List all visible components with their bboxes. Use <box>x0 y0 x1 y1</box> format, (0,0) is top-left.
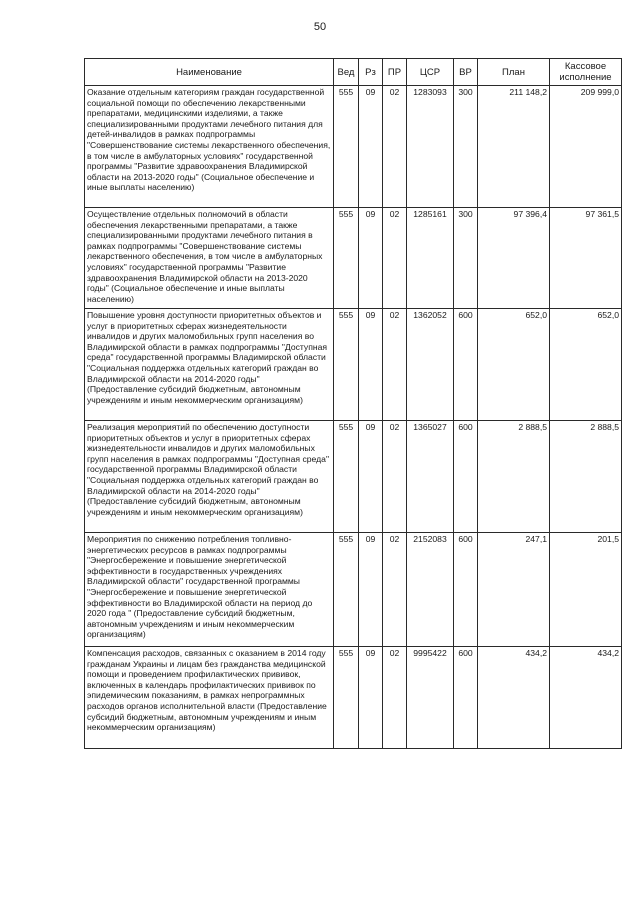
row-name: Осуществление отдельных полномочий в области обеспечения лекарственными препаратами, а также специализированными продуктами лечебного питания в рамках подпрограммы "Совершенствование системы лекарственного обеспечения, в том числе в амбулаторных условиях" государственной программы "Развитие здравоохранения Владимирской области на 2013-2020 годы" (Социальное обеспечение и иные выплаты населению) <box>85 208 334 309</box>
row-name: Оказание отдельным категориям граждан государственной социальной помощи по обеспечению лекарственными препаратами, медицинскими изделиями, а также специализированными продуктами лечебного питания для детей-инвалидов в рамках подпрограммы "Совершенствование системы лекарственного обеспечения, в том числе в амбулаторных условиях" государственной программы "Развитие здравоохранения Владимирской области на 2013-2020 годы" (Социальное обеспечение и иные выплаты населению) <box>85 86 334 208</box>
row-pr: 02 <box>383 647 407 749</box>
row-vr: 300 <box>454 86 478 208</box>
header-plan: План <box>478 59 550 86</box>
header-name: Наименование <box>85 59 334 86</box>
table-row <box>85 309 622 421</box>
row-name: Повышение уровня доступности приоритетных объектов и услуг в приоритетных сферах жизнедеятельности инвалидов и других маломобильных групп населения во Владимирской области в рамках подпрограммы "Доступная среда" государственной программы Владимирской области "Социальная поддержка отдельных категорий граждан во Владимирской области на 2014-2020 годы" (Предоставление субсидий бюджетным, автономным учреждениям и иным некоммерческим организациям) <box>85 309 334 421</box>
row-name: Компенсация расходов, связанных с оказанием в 2014 году гражданам Украины и лицам без гражданства медицинской помощи и проведением профилактических прививок, включенных в календарь профилактических прививок по эпидемическим показаниям, в рамках непрограммных расходов органов исполнительной власти (Предоставление субсидий бюджетным, автономным учреждениям и иным некоммерческим организациям) <box>85 647 334 749</box>
header-pr: ПР <box>383 59 407 86</box>
table-row <box>85 421 622 533</box>
row-plan: 247,1 <box>478 533 550 647</box>
row-ved: 555 <box>334 421 359 533</box>
row-kass: 434,2 <box>550 647 622 749</box>
page-number: 50 <box>313 21 327 33</box>
row-plan: 97 396,4 <box>478 208 550 309</box>
header-csr: ЦСР <box>407 59 454 86</box>
row-rz: 09 <box>359 208 383 309</box>
row-plan: 2 888,5 <box>478 421 550 533</box>
budget-table <box>84 58 622 749</box>
table-header-row <box>85 59 622 86</box>
row-vr: 600 <box>454 309 478 421</box>
row-rz: 09 <box>359 421 383 533</box>
row-pr: 02 <box>383 86 407 208</box>
row-csr: 1283093 <box>407 86 454 208</box>
row-ved: 555 <box>334 86 359 208</box>
table-row <box>85 208 622 309</box>
table-row <box>85 647 622 749</box>
row-kass: 2 888,5 <box>550 421 622 533</box>
row-name: Мероприятия по снижению потребления топливно-энергетических ресурсов в рамках подпрограммы "Энергосбережение и повышение энергетической эффективности в государственных учреждениях Владимирской области" государственной программы "Энергосбережение и повышение энергетической эффективности во Владимирской области на период до 2020 года " (Предоставление субсидий бюджетным, автономным учреждениям и иным некоммерческим организациям) <box>85 533 334 647</box>
row-vr: 600 <box>454 533 478 647</box>
row-rz: 09 <box>359 309 383 421</box>
row-csr: 2152083 <box>407 533 454 647</box>
row-csr: 9995422 <box>407 647 454 749</box>
row-plan: 434,2 <box>478 647 550 749</box>
header-rz: Рз <box>359 59 383 86</box>
row-kass: 97 361,5 <box>550 208 622 309</box>
row-vr: 600 <box>454 421 478 533</box>
row-vr: 300 <box>454 208 478 309</box>
row-kass: 201,5 <box>550 533 622 647</box>
row-rz: 09 <box>359 86 383 208</box>
row-name: Реализация мероприятий по обеспечению доступности приоритетных объектов и услуг в приоритетных сферах жизнедеятельности инвалидов и других маломобильных групп населения в рамках подпрограммы "Доступная среда" государственной программы Владимирской области "Социальная поддержка отдельных категорий граждан во Владимирской области на 2014-2020 годы" (Предоставление субсидий бюджетным, автономным учреждениям и иным некоммерческим организациям) <box>85 421 334 533</box>
row-csr: 1285161 <box>407 208 454 309</box>
row-kass: 209 999,0 <box>550 86 622 208</box>
header-vr: ВР <box>454 59 478 86</box>
row-rz: 09 <box>359 533 383 647</box>
row-rz: 09 <box>359 647 383 749</box>
row-pr: 02 <box>383 533 407 647</box>
row-pr: 02 <box>383 208 407 309</box>
row-csr: 1365027 <box>407 421 454 533</box>
header-ved: Вед <box>334 59 359 86</box>
row-ved: 555 <box>334 208 359 309</box>
row-ved: 555 <box>334 309 359 421</box>
table-row <box>85 86 622 208</box>
header-kass: Кассовое исполнение <box>550 59 622 86</box>
row-ved: 555 <box>334 533 359 647</box>
row-vr: 600 <box>454 647 478 749</box>
table-row <box>85 533 622 647</box>
row-ved: 555 <box>334 647 359 749</box>
row-plan: 211 148,2 <box>478 86 550 208</box>
row-plan: 652,0 <box>478 309 550 421</box>
row-pr: 02 <box>383 309 407 421</box>
row-kass: 652,0 <box>550 309 622 421</box>
row-csr: 1362052 <box>407 309 454 421</box>
row-pr: 02 <box>383 421 407 533</box>
